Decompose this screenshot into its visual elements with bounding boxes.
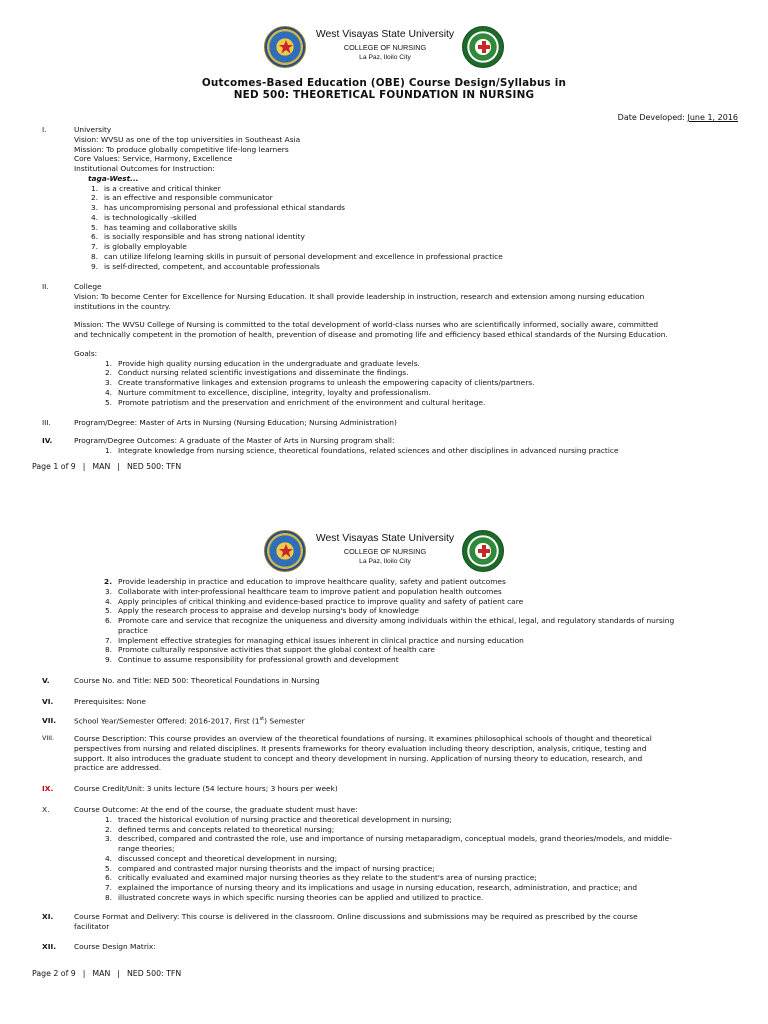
date-developed-label: Date Developed:	[617, 113, 685, 122]
section-number: VII.	[42, 716, 57, 725]
list-item: 7. is globally employable	[90, 242, 187, 252]
course-credit-text: Course Credit/Unit: 3 units lecture (54 lecture hours; 3 hours per week)	[74, 784, 338, 793]
university-vision: Vision: WVSU as one of the top universities in Southeast Asia	[74, 134, 301, 144]
section-number: IX.	[42, 784, 54, 793]
program-code: MAN	[92, 462, 111, 471]
course-description-line-2: perspectives from nursing and related disciplines. It presents frameworks for theory evaluation including theory description, analysis, critique, testing and	[74, 743, 647, 753]
list-item: 7. explained the importance of nursing theory and its implications and usage in nursing education, research, administration, and practice; and	[104, 883, 638, 893]
institutional-outcomes-label: Institutional Outcomes for Instruction:	[74, 164, 215, 174]
course-format-line-2: facilitator	[74, 921, 110, 931]
course-design-matrix-text: Course Design Matrix:	[74, 942, 156, 951]
location: La Paz, Iloilo City	[359, 54, 411, 61]
course-code: NED 500: TFN	[126, 462, 182, 471]
program-outcomes-list	[88, 577, 744, 665]
page-number: Page 2 of 9	[32, 969, 76, 978]
section-number: II.	[42, 282, 49, 291]
list-item: 6. is socially responsible and has strong national identity	[90, 232, 305, 242]
institutional-outcomes-list	[74, 184, 744, 272]
page-footer: Page 1 of 9 | MAN | NED 500: TFN	[32, 462, 182, 471]
prerequisites-text: Prerequisites: None	[74, 697, 146, 706]
list-item: 9. Continue to assume responsibility for professional growth and development	[104, 655, 399, 665]
course-format-line-1: Course Format and Delivery: This course is delivered in the classroom. Online discussions and submissions may be required as prescribed by the course	[74, 912, 638, 921]
section-number: X.	[42, 805, 50, 814]
page-number: Page 1 of 9	[32, 462, 76, 471]
list-item: 9. is self-directed, competent, and accountable professionals	[90, 261, 320, 271]
list-item: 5. compared and contrasted major nursing theorists and the impact of nursing practice;	[104, 863, 435, 873]
university-name: West Visayas State University	[315, 533, 455, 544]
page-footer: Page 2 of 9 | MAN | NED 500: TFN	[32, 969, 182, 978]
date-developed-value: June 1, 2016	[687, 113, 738, 122]
list-item: 8. Promote culturally responsive activities that support the global context of health care	[104, 645, 435, 655]
college-mission-line-2: and technically competent in the promotion of health, prevention of disease and promoting life and efficiency based ethical standards of the Nursing Education.	[74, 330, 668, 340]
section-number: V.	[42, 676, 50, 685]
program-degree-text: Program/Degree: Master of Arts in Nursing (Nursing Education; Nursing Administration)	[74, 418, 397, 427]
date-developed	[618, 113, 738, 124]
goals-label: Goals:	[74, 348, 98, 358]
section-number: VI.	[42, 697, 54, 706]
course-outcomes-list	[88, 815, 744, 903]
college-mission-line-1: Mission: The WVSU College of Nursing is committed to the total development of world-class nurses who are scientifically informed, socially aware, committed	[74, 320, 659, 330]
list-item: 1. Provide high quality nursing education in the undergraduate and graduate levels.	[104, 358, 420, 368]
location: La Paz, Iloilo City	[359, 558, 411, 565]
list-item: 1. traced the historical evolution of nursing practice and theoretical development in nursing;	[104, 814, 452, 824]
course-description-line-1: Course Description: This course provides an overview of the theoretical foundations of nursing. It examines philosophical schools of thought and theoretical	[74, 734, 652, 743]
section-number: VIII.	[42, 734, 55, 742]
college-of-nursing-seal-icon	[462, 26, 504, 68]
course-description-line-4: practice are addressed.	[74, 763, 162, 773]
course-description-line-3: support. It also introduces the graduate student to concept and theory development in nursing. Application of nursing theory to education, research, and	[74, 753, 643, 763]
list-item: 5. has teaming and collaborative skills	[90, 222, 237, 232]
section-heading: University	[74, 125, 112, 134]
list-item: 1. is a creative and critical thinker	[90, 183, 221, 193]
college-vision-line-2: institutions in the country.	[74, 301, 171, 311]
document-title-line-2: NED 500: THEORETICAL FOUNDATION IN NURSING	[233, 89, 535, 101]
program-code: MAN	[92, 969, 111, 978]
list-item: 4. discussed concept and theoretical development in nursing;	[104, 853, 338, 863]
taga-west-label: taga-West...	[88, 173, 139, 183]
section-number: IV.	[42, 436, 53, 445]
college-vision-line-1: Vision: To become Center for Excellence for Nursing Education. It shall provide leadership in instruction, research and extension among nursing education	[74, 291, 645, 301]
school-year-text: School Year/Semester Offered: 2016-2017, First (1st) Semester	[74, 716, 305, 726]
page-2	[0, 500, 768, 1020]
list-item: 2. defined terms and concepts related to theoretical nursing;	[104, 824, 335, 834]
list-item: 8. illustrated concrete ways in which specific nursing theories can be applied and utilized to practice.	[104, 892, 484, 902]
list-item: 5. Promote patriotism and the preservation and enrichment of the environment and cultural heritage.	[104, 397, 486, 407]
course-outcome-text: Course Outcome: At the end of the course, the graduate student must have:	[74, 805, 358, 814]
list-item: 6. Promote care and service that recognize the uniqueness and diversity among individuals within the ethical, legal, and regulatory standards of nursing	[104, 616, 675, 626]
college-name: COLLEGE OF NURSING	[343, 547, 427, 556]
list-item: 3. described, compared and contrasted the role, use and importance of nursing metaparadigm, conceptual models, grand theories/models, and middle-	[104, 834, 672, 844]
section-number: I.	[42, 125, 47, 134]
section-number: XII.	[42, 942, 57, 951]
list-item: 7. Implement effective strategies for managing ethical issues inherent in clinical practice and nursing education	[104, 635, 524, 645]
section-heading: College	[74, 282, 102, 291]
list-item: 3. has uncompromising personal and professional ethical standards	[90, 203, 345, 213]
section-number: XI.	[42, 912, 54, 921]
page-1	[0, 0, 768, 490]
university-mission: Mission: To produce globally competitive life-long learners	[74, 144, 289, 154]
list-item: 4. Nurture commitment to excellence, discipline, integrity, loyalty and professionalism.	[104, 387, 431, 397]
list-item: 2. Conduct nursing related scientific investigations and disseminate the findings.	[104, 368, 409, 378]
goals-list	[88, 359, 744, 408]
list-item: 2. Provide leadership in practice and education to improve healthcare quality, safety and patient outcomes	[104, 577, 506, 586]
college-name: COLLEGE OF NURSING	[343, 43, 427, 52]
college-of-nursing-seal-icon	[462, 530, 504, 572]
list-item: 4. Apply principles of critical thinking and evidence-based practice to improve quality and safety of patient care	[104, 596, 524, 606]
list-item: 5. Apply the research process to appraise and develop nursing's body of knowledge	[104, 606, 419, 616]
section-number: III.	[42, 418, 51, 427]
list-item: 3. Create transformative linkages and extension programs to unleash the empowering capacity of clients/partners.	[104, 378, 535, 388]
list-item: 1. Integrate knowledge from nursing science, theoretical foundations, related sciences and other disciplines in advanced nursing practice	[104, 445, 619, 455]
university-name: West Visayas State University	[315, 29, 455, 40]
list-item: 3. Collaborate with inter-professional healthcare team to improve patient and population health outcomes	[104, 586, 502, 596]
list-item: practice	[118, 625, 148, 635]
document-title-line-1: Outcomes-Based Education (OBE) Course Design/Syllabus in	[201, 77, 567, 89]
university-core-values: Core Values: Service, Harmony, Excellence	[74, 154, 233, 164]
list-item: 4. is technologically -skilled	[90, 212, 197, 222]
program-outcomes-text: Program/Degree Outcomes: A graduate of the Master of Arts in Nursing program shall:	[74, 436, 395, 445]
list-item: 8. can utilize lifelong learning skills in pursuit of personal development and excellence in professional practice	[90, 251, 503, 261]
list-item: 6. critically evaluated and examined major nursing theories as they relate to the student's area of nursing practice;	[104, 873, 537, 883]
course-code: NED 500: TFN	[126, 969, 182, 978]
list-item: range theories;	[118, 844, 175, 854]
course-title-text: Course No. and Title: NED 500: Theoretical Foundations in Nursing	[74, 676, 320, 685]
list-item: 2. is an effective and responsible communicator	[90, 193, 273, 203]
program-outcomes-list	[88, 446, 744, 456]
